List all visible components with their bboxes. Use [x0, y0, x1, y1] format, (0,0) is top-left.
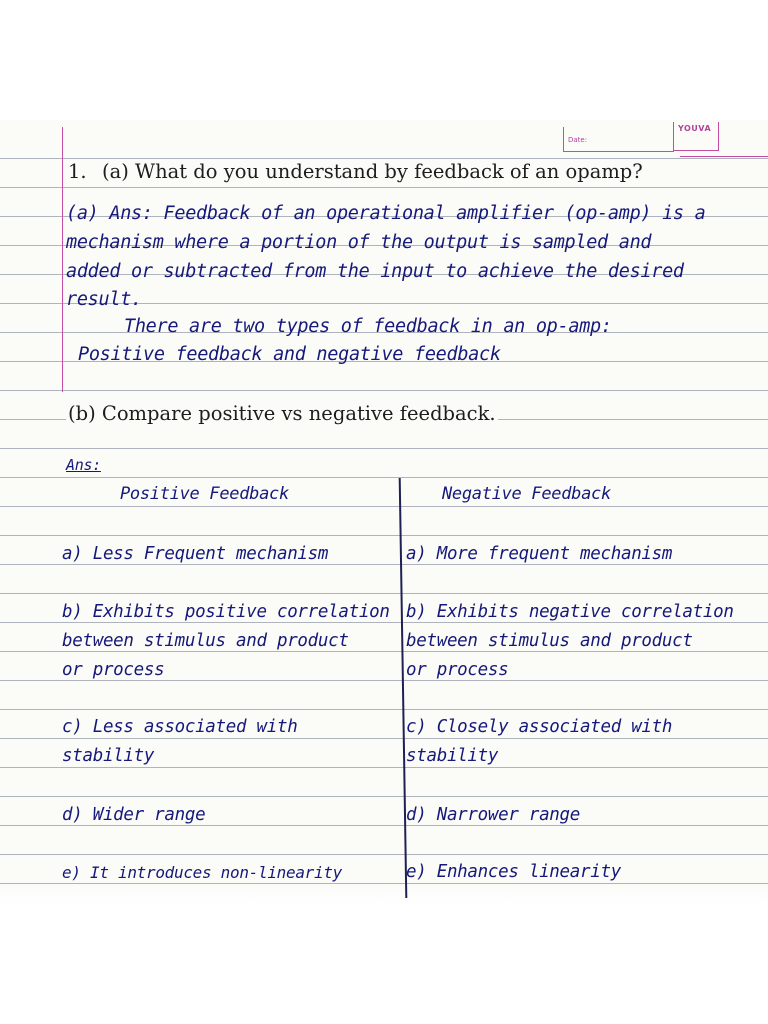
column-header-negative: Negative Feedback — [442, 484, 611, 504]
table-cell-negative: or process — [406, 660, 509, 680]
answer-a-line: result. — [66, 289, 142, 310]
question-b-text: (b) Compare positive vs negative feedback. — [68, 402, 496, 425]
table-cell-negative: between stimulus and product — [406, 631, 693, 651]
table-cell-positive: or process — [62, 660, 165, 680]
question-number: 1. — [68, 160, 87, 183]
table-cell-negative: stability — [406, 746, 499, 766]
table-cell-negative: d) Narrower range — [406, 805, 581, 825]
table-cell-negative: b) Exhibits negative correlation — [406, 602, 734, 622]
question-a-text: (a) What do you understand by feedback of an opamp? — [102, 160, 643, 183]
table-cell-positive: e) It introduces non-linearity — [62, 863, 342, 882]
margin-line — [62, 130, 63, 392]
page-edge — [0, 885, 768, 905]
date-label: Date: — [568, 136, 588, 144]
column-header-positive: Positive Feedback — [120, 484, 289, 504]
answer-a-line: There are two types of feedback in an op-amp: — [124, 316, 612, 337]
brand-logo-text: YOUVA — [678, 124, 712, 133]
table-cell-positive: stability — [62, 746, 155, 766]
answer-b-label: Ans: — [66, 456, 101, 474]
answer-a-line: (a) Ans: Feedback of an operational amplifier (op-amp) is a — [66, 203, 706, 224]
answer-a-line: mechanism where a portion of the output is sampled and — [66, 232, 652, 253]
header-rule — [680, 156, 768, 157]
table-cell-positive: c) Less associated with — [62, 717, 298, 737]
table-cell-negative: c) Closely associated with — [406, 717, 673, 737]
table-cell-positive: between stimulus and product — [62, 631, 349, 651]
table-cell-positive: d) Wider range — [62, 805, 206, 825]
table-cell-positive: a) Less Frequent mechanism — [62, 544, 329, 564]
table-cell-positive: b) Exhibits positive correlation — [62, 602, 390, 622]
table-cell-negative: e) Enhances linearity — [406, 862, 621, 882]
table-cell-negative: a) More frequent mechanism — [406, 544, 673, 564]
answer-a-line: Positive feedback and negative feedback — [78, 344, 501, 365]
answer-a-line: added or subtracted from the input to achieve the desired — [66, 261, 684, 282]
